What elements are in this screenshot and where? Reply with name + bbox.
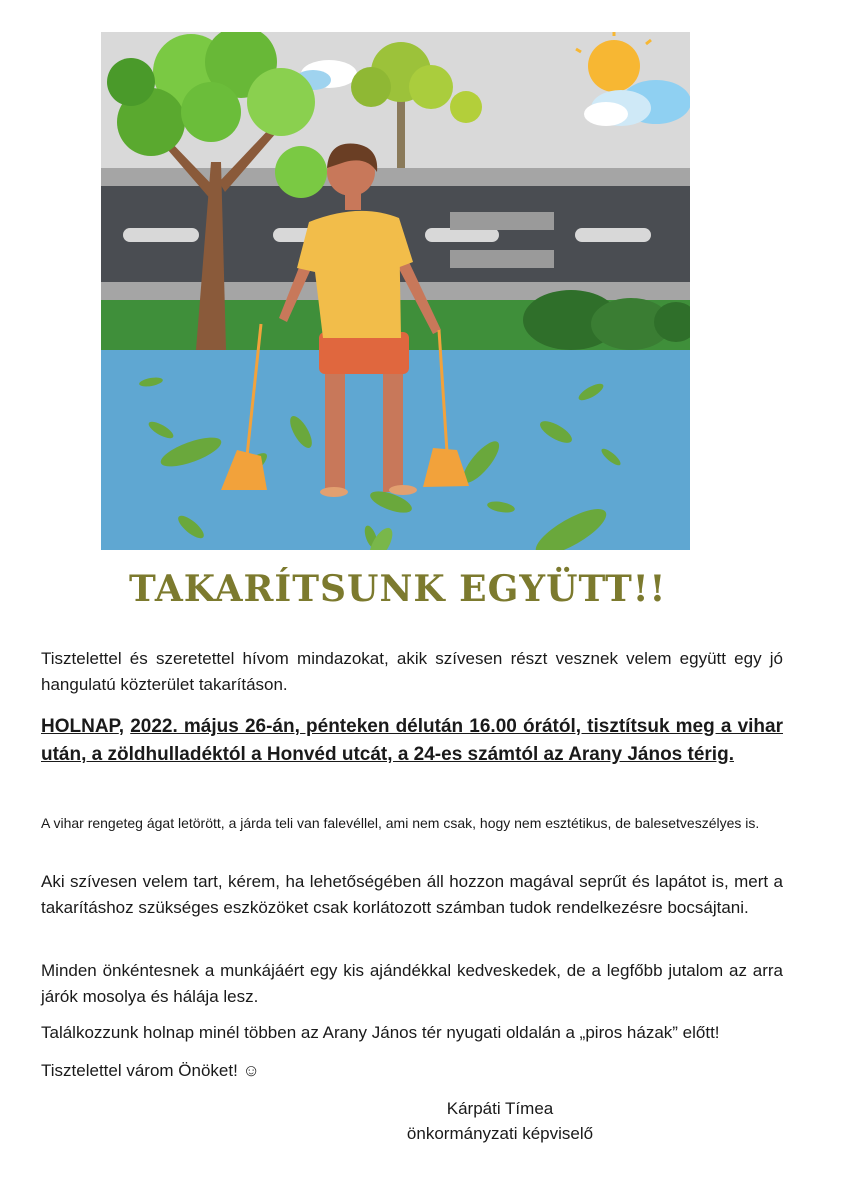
tools-paragraph: Aki szívesen velem tart, kérem, ha lehetőségében áll hozzon magával seprűt és lapátot is, mert a takarításhoz szükséges eszközöket csak korlátozott számban tudok rendelkezésre bocsájtani. (41, 872, 783, 917)
cleanup-illustration (101, 32, 690, 550)
gift-paragraph: Minden önkéntesnek a munkájáért egy kis ajándékkal kedveskedek, de a legfőbb jutalom az arra járók mosolya és hálája lesz. (41, 961, 783, 1006)
meeting-paragraph: Találkozzunk holnap minél többen az Arany János tér nyugati oldalán a „piros házak” előtt! (41, 1023, 720, 1042)
signature-title: önkormányzati képviselő (406, 1124, 594, 1143)
headline: TAKARÍTSUNK EGYÜTT!! (129, 568, 667, 610)
greeting-paragraph: Tisztelettel várom Önöket! ☺ (41, 1061, 260, 1080)
signature (380, 1096, 620, 1146)
event-details: 2022. május 26-án, pénteken délután 16.00 órától, tisztítsuk meg a vihar után, a zöldhulladéktól a Honvéd utcát, a 24-es számtól az Arany János térig. (41, 716, 783, 765)
event-separator: , (118, 716, 131, 737)
signature-name: Kárpáti Tímea (446, 1099, 554, 1118)
intro-paragraph: Tisztelettel és szeretettel hívom mindazokat, akik szívesen részt vesznek velem együtt egy jó hangulatú közterület takarításon. (41, 649, 783, 694)
storm-paragraph: A vihar rengeteg ágat letörött, a járda teli van falevéllel, ami nem csak, hogy nem esztétikus, de balesetveszélyes is. (41, 815, 760, 831)
event-day: HOLNAP (41, 716, 119, 737)
event-details-paragraph (41, 713, 783, 769)
